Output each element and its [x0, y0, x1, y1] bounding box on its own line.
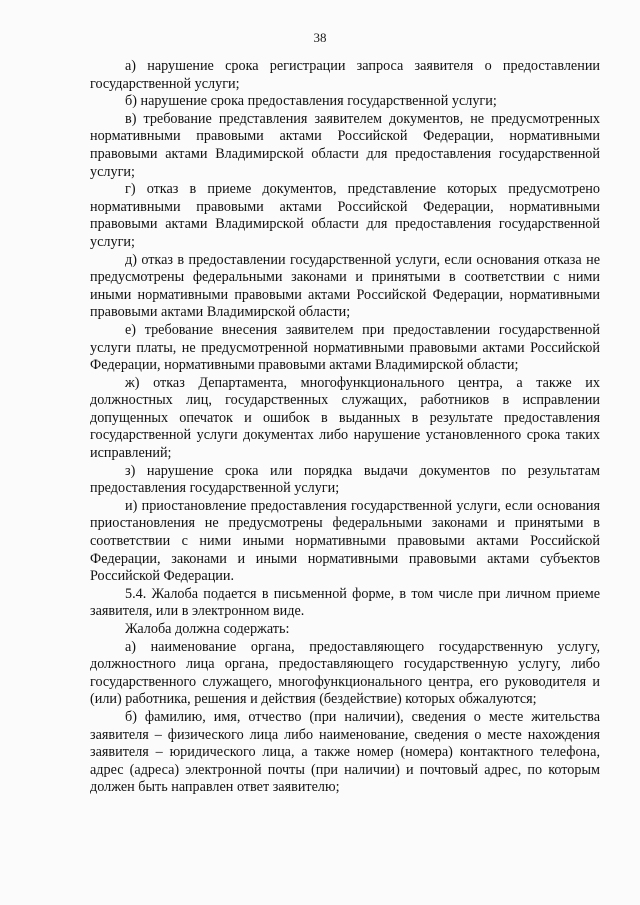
paragraph-i-service-suspension: и) приостановление предоставления государственной услуги, если основания приостановления не предусмотрены федеральными законами и принятыми в соответствии с ними иными нормативными правовыми актами Российской Федерации, законами и иными нормативными правовыми актами субъектов Российской Федерации. — [90, 497, 600, 585]
paragraph-g-document-refusal: г) отказ в приеме документов, представление которых предусмотрено нормативными правовыми актами Российской Федерации, нормативными правовыми актами Владимирской области для предоставления государственной услуги; — [90, 181, 600, 250]
paragraph-d-service-refusal: д) отказ в предоставлении государственной услуги, если основания отказа не предусмотрены федеральными законами и принятыми в соответствии с ними иными нормативными правовыми актами Российской Федерации, нормативными правовыми актами Владимирской области; — [90, 251, 600, 321]
document-body — [90, 58, 600, 797]
page-number: 38 — [313, 30, 327, 45]
paragraph-5-4-complaint-form: 5.4. Жалоба подается в письменной форме, в том числе при личном приеме заявителя, или в электронном виде. — [90, 585, 600, 620]
paragraph-z-issuance-violation: з) нарушение срока или порядка выдачи документов по результатам предоставления государственной услуги; — [90, 462, 600, 497]
paragraph-zh-correction-refusal: ж) отказ Департамента, многофункционального центра, а также их должностных лиц, государственных служащих, работников в исправлении допущенных опечаток и ошибок в выданных в результате предоставления государственной услуги документах либо нарушение установленного срока таких исправлений; — [90, 374, 600, 462]
paragraph-v-document-requirement: в) требование представления заявителем документов, не предусмотренных нормативными правовыми актами Российской Федерации, нормативными правовыми актами Владимирской области для предоставления государственной услуги; — [90, 110, 600, 180]
paragraph-b-applicant-details: б) фамилию, имя, отчество (при наличии), сведения о месте жительства заявителя – физического лица либо наименование, сведения о месте нахождения заявителя – юридического лица, а также номер (номера) контактного телефона, адрес (адреса) электронной почты (при наличии) и почтовый адрес, по которым должен быть направлен ответ заявителю; — [90, 708, 600, 796]
paragraph-e-fee-requirement: е) требование внесения заявителем при предоставлении государственной услуги платы, не предусмотренной нормативными правовыми актами Российской Федерации, нормативными правовыми актами Владимирской области; — [90, 321, 600, 374]
paragraph-b-service-deadline: б) нарушение срока предоставления государственной услуги; — [125, 93, 497, 110]
paragraph-a-authority-name: а) наименование органа, предоставляющего государственную услугу, должностного лица органа, предоставляющего государственную услугу, либо государственного служащего, многофункционального центра, его руководителя и (или) работника, решения и действия (бездействие) которых обжалуются; — [90, 638, 600, 708]
paragraph-a-registration-deadline: а) нарушение срока регистрации запроса заявителя о предоставлении государственной услуги; — [90, 58, 600, 92]
paragraph-complaint-contents-intro: Жалоба должна содержать: — [125, 621, 290, 637]
